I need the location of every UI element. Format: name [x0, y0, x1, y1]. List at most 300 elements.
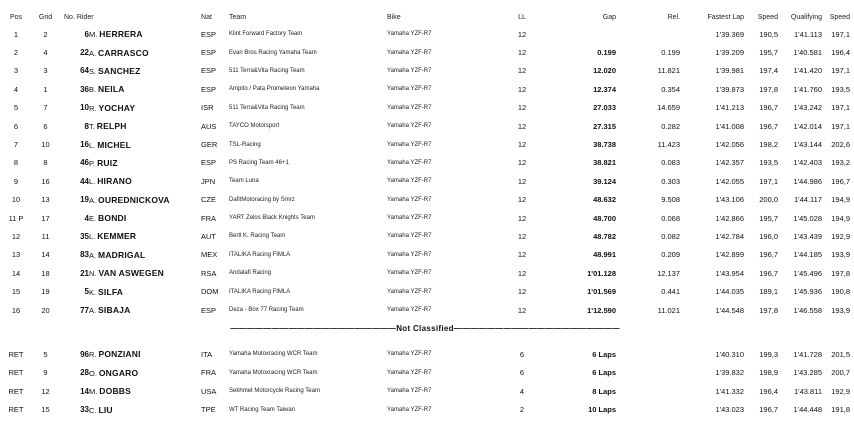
- header-qualifying: Qualifying: [790, 13, 823, 21]
- cell-gap: 12.374: [593, 84, 617, 94]
- cell-fastest-lap: 1'43.106: [715, 195, 745, 205]
- cell-gap: 38.738: [593, 140, 617, 150]
- rider-surname: RELPH: [96, 121, 127, 132]
- cell-ll: 12: [517, 231, 527, 241]
- not-classified-label: ————————————————————Not Classified————————————————————: [230, 323, 620, 333]
- rider-initial: R.: [89, 103, 97, 113]
- cell-fastest-lap: 1'42.899: [715, 250, 745, 260]
- cell-number: 8: [84, 121, 89, 131]
- cell-qualifying-speed: 202,6: [831, 140, 851, 150]
- cell-rider: [89, 345, 201, 363]
- cell-qualifying-speed: 194,9: [831, 213, 851, 223]
- cell-ll: 12: [517, 158, 527, 168]
- cell-fastest-lap: 1'39.873: [715, 84, 745, 94]
- cell-rider: [89, 382, 201, 400]
- cell-speed: 200,0: [759, 195, 779, 205]
- cell-rider: [89, 246, 201, 264]
- header-team: Team: [229, 13, 247, 21]
- cell-ll: 12: [517, 250, 527, 260]
- cell-qualifying: 1'43.811: [794, 386, 823, 396]
- table-row: [0, 209, 850, 227]
- cell-nat: CZE: [201, 195, 217, 205]
- cell-qualifying: 1'45.936: [793, 287, 823, 297]
- cell-fastest-lap: 1'39.369: [715, 29, 745, 39]
- rider-surname: KEMMER: [97, 231, 137, 242]
- cell-fastest-lap: 1'42.055: [715, 176, 745, 186]
- rider-surname: MADRIGAL: [98, 249, 146, 260]
- cell-nat: MEX: [201, 250, 218, 260]
- cell-grid: 9: [43, 368, 48, 378]
- cell-fastest-lap: 1'40.310: [715, 349, 745, 359]
- cell-qualifying: 1'42.014: [793, 121, 823, 131]
- cell-fastest-lap: 1'39.832: [715, 368, 745, 378]
- cell-bike: Yamaha YZF-R7: [387, 178, 432, 185]
- rider-initial: M.: [89, 387, 98, 397]
- cell-fastest-lap: 1'41.213: [715, 103, 745, 113]
- rider-surname: LIU: [98, 404, 113, 415]
- table-row: [0, 246, 850, 264]
- cell-fastest-lap: 1'42.357: [715, 158, 745, 168]
- cell-rel: 0.068: [661, 213, 681, 223]
- cell-speed: 197,4: [759, 66, 779, 76]
- cell-nat: ESP: [201, 66, 217, 76]
- cell-fastest-lap: 1'42.784: [715, 231, 745, 241]
- table-row: [0, 400, 850, 418]
- rider-initial: A.: [89, 195, 97, 205]
- cell-qualifying: 1'42.403: [793, 158, 823, 168]
- header-nat: Nat: [201, 13, 212, 21]
- cell-qualifying-speed: 196,4: [831, 48, 851, 58]
- cell-nat: USA: [201, 386, 217, 396]
- cell-fastest-lap: 1'41.008: [715, 121, 745, 131]
- rider-surname: BONDI: [98, 213, 127, 224]
- cell-qualifying-speed: 197,1: [831, 103, 851, 113]
- cell-rel: 12.137: [657, 268, 681, 278]
- cell-nat: AUT: [201, 231, 217, 241]
- cell-speed: 189,1: [759, 287, 779, 297]
- cell-ll: 12: [517, 176, 527, 186]
- cell-rel: 0.282: [661, 121, 681, 131]
- table-row: [0, 191, 850, 209]
- cell-qualifying: 1'41.760: [793, 84, 823, 94]
- cell-bike: Yamaha YZF-R7: [387, 251, 432, 258]
- rider-initial: O.: [89, 368, 97, 378]
- cell-pos: 3: [13, 66, 19, 76]
- cell-gap: 1'01.569: [587, 287, 617, 297]
- rider-initial: K.: [89, 287, 97, 297]
- cell-grid: 11: [41, 231, 50, 241]
- cell-ll: 2: [519, 405, 525, 415]
- cell-rider: [89, 209, 201, 227]
- cell-pos: RET: [8, 405, 24, 415]
- cell-grid: 3: [43, 66, 48, 76]
- cell-speed: 196,7: [759, 268, 779, 278]
- cell-speed: 196,7: [759, 121, 779, 131]
- table-row: [0, 25, 850, 43]
- cell-number: 36: [80, 84, 89, 94]
- rider-surname: SILFA: [98, 286, 124, 297]
- cell-qualifying-speed: 192,9: [831, 386, 851, 396]
- rider-initial: A.: [89, 306, 97, 316]
- table-row: [0, 282, 850, 300]
- cell-team: PS Racing Team 46+1: [229, 159, 289, 166]
- cell-team: Andalafi Racing: [229, 270, 272, 277]
- cell-grid: 5: [43, 349, 48, 359]
- cell-team: Team Luna: [229, 178, 259, 185]
- cell-gap: 1'12.590: [587, 305, 617, 315]
- cell-bike: Yamaha YZF-R7: [387, 159, 432, 166]
- cell-ll: 12: [517, 268, 527, 278]
- rider-surname: CARRASCO: [98, 47, 149, 58]
- cell-grid: 16: [41, 176, 50, 186]
- header-pos: Pos: [9, 13, 23, 21]
- cell-number: 19: [80, 195, 89, 205]
- cell-speed: 195,7: [759, 48, 779, 58]
- cell-qualifying: 1'45.028: [793, 213, 823, 223]
- cell-pos: 16: [11, 305, 21, 315]
- cell-team: Evan Bros Racing Yamaha Team: [229, 49, 317, 56]
- cell-rel: 9.508: [661, 195, 681, 205]
- table-row: [0, 80, 850, 98]
- cell-rel: 0.441: [661, 287, 681, 297]
- cell-qualifying: 1'41.113: [794, 29, 823, 39]
- rider-initial: S.: [89, 66, 97, 76]
- cell-team: Bertl K. Racing Team: [229, 233, 286, 240]
- cell-team: Yamaha Motoxracing WCR Team: [229, 351, 318, 358]
- cell-speed: 196,7: [759, 250, 779, 260]
- cell-fastest-lap: 1'44.548: [715, 305, 745, 315]
- cell-grid: 6: [43, 121, 48, 131]
- cell-ll: 12: [517, 121, 527, 131]
- cell-pos: 15: [11, 287, 21, 297]
- cell-speed: 197,8: [759, 84, 779, 94]
- cell-qualifying: 1'44.448: [793, 405, 823, 415]
- cell-nat: FRA: [201, 368, 217, 378]
- rider-initial: L.: [89, 232, 96, 242]
- cell-number: 77: [80, 305, 89, 315]
- cell-qualifying-speed: 193,9: [831, 305, 851, 315]
- cell-qualifying-speed: 197,1: [831, 66, 851, 76]
- cell-speed: 190,5: [759, 29, 779, 39]
- cell-bike: Yamaha YZF-R7: [387, 67, 432, 74]
- header-no-rider: No. Rider: [64, 13, 94, 21]
- cell-gap: 27.315: [593, 121, 617, 131]
- cell-number: 22: [80, 48, 89, 58]
- cell-qualifying-speed: 197,8: [831, 268, 851, 278]
- cell-qualifying-speed: 193,5: [831, 84, 851, 94]
- cell-team: ITALIKA Racing FIMLA: [229, 251, 291, 258]
- table-row: [0, 172, 850, 190]
- cell-gap: 6 Laps: [592, 368, 617, 378]
- cell-nat: ESP: [201, 84, 217, 94]
- rider-surname: SANCHEZ: [98, 65, 141, 76]
- cell-pos: 8: [13, 158, 19, 168]
- classified-rows: [0, 25, 850, 319]
- header-gap: Gap: [602, 13, 617, 21]
- cell-fastest-lap: 1'42.056: [715, 140, 745, 150]
- cell-pos: 11 P: [8, 213, 24, 223]
- header-rel: Rel.: [667, 13, 681, 21]
- cell-speed: 196,7: [759, 103, 779, 113]
- cell-gap: 1'01.128: [587, 268, 617, 278]
- cell-nat: RSA: [201, 268, 217, 278]
- cell-bike: Yamaha YZF-R7: [387, 307, 432, 314]
- cell-grid: 10: [41, 140, 50, 150]
- cell-gap: 6 Laps: [592, 349, 617, 359]
- cell-qualifying-speed: 190,8: [831, 287, 851, 297]
- cell-rel: [616, 382, 680, 400]
- cell-pos: RET: [8, 349, 24, 359]
- cell-gap: 27.033: [593, 103, 617, 113]
- cell-grid: 2: [43, 29, 48, 39]
- cell-qualifying-speed: 197,1: [831, 121, 851, 131]
- cell-team: WT Racing Team Taiwan: [229, 406, 296, 413]
- cell-rel: 0.209: [661, 250, 681, 260]
- cell-qualifying: 1'43.144: [793, 140, 823, 150]
- cell-pos: 12: [11, 231, 21, 241]
- cell-qualifying-speed: 191,8: [831, 405, 851, 415]
- cell-rider: [89, 25, 201, 43]
- cell-gap: [534, 25, 616, 43]
- cell-grid: 17: [41, 213, 50, 223]
- cell-qualifying: 1'44.986: [793, 176, 823, 186]
- cell-bike: Yamaha YZF-R7: [387, 49, 432, 56]
- cell-ll: 12: [517, 140, 527, 150]
- cell-bike: Yamaha YZF-R7: [387, 233, 432, 240]
- cell-rider: [89, 80, 201, 98]
- cell-grid: 14: [41, 250, 50, 260]
- table-row: [0, 154, 850, 172]
- table-row: [0, 301, 850, 319]
- cell-fastest-lap: 1'43.023: [715, 405, 745, 415]
- rider-surname: RUIZ: [97, 157, 118, 168]
- rider-initial: L.: [89, 140, 96, 150]
- header-speed: Speed: [757, 13, 779, 21]
- cell-speed: 199,3: [759, 349, 779, 359]
- cell-bike: Yamaha YZF-R7: [387, 141, 432, 148]
- cell-qualifying-speed: 201,5: [831, 349, 851, 359]
- rider-surname: ONGARO: [98, 367, 139, 378]
- cell-qualifying-speed: 193,9: [831, 250, 851, 260]
- cell-ll: 12: [517, 103, 527, 113]
- cell-team: Yamaha Motoxracing WCR Team: [229, 369, 318, 376]
- rider-surname: MICHEL: [97, 139, 131, 150]
- cell-number: 21: [80, 268, 89, 278]
- cell-gap: 48.991: [593, 250, 617, 260]
- cell-nat: ESP: [201, 305, 217, 315]
- cell-nat: DOM: [201, 287, 219, 297]
- cell-pos: 6: [13, 121, 19, 131]
- header-bike: Bike: [387, 13, 401, 21]
- cell-team: YART Zelos Black Knights Team: [229, 215, 315, 222]
- cell-qualifying: 1'44.117: [794, 195, 823, 205]
- cell-number: 33: [80, 405, 89, 415]
- table-row: [0, 135, 850, 153]
- cell-bike: Yamaha YZF-R7: [387, 270, 432, 277]
- rider-surname: HIRANO: [97, 176, 132, 187]
- cell-gap: 48.700: [593, 213, 617, 223]
- cell-ll: 12: [517, 213, 527, 223]
- cell-rel: 0.083: [661, 158, 681, 168]
- cell-team: DafitMotoracing by Smrz: [229, 196, 295, 203]
- cell-bike: Yamaha YZF-R7: [387, 123, 432, 130]
- cell-team: Deza - Box 77 Racing Team: [229, 307, 304, 314]
- cell-nat: ITA: [201, 349, 213, 359]
- cell-bike: Yamaha YZF-R7: [387, 196, 432, 203]
- table-row: [0, 117, 850, 135]
- cell-grid: 19: [41, 287, 50, 297]
- header-ll: LL: [518, 13, 526, 21]
- cell-rel: 0.082: [661, 231, 681, 241]
- cell-team: TAYCO Motorsport: [229, 123, 280, 130]
- cell-gap: 38.821: [593, 158, 617, 168]
- cell-rider: [89, 264, 201, 282]
- cell-ll: 12: [517, 305, 527, 315]
- cell-pos: 5: [13, 103, 19, 113]
- cell-pos: 7: [13, 140, 19, 150]
- cell-number: 4: [84, 213, 89, 223]
- cell-pos: 14: [11, 268, 21, 278]
- cell-grid: 15: [41, 405, 50, 415]
- cell-ll: 12: [517, 195, 527, 205]
- table-row: [0, 62, 850, 80]
- cell-qualifying-speed: 194,9: [831, 195, 851, 205]
- cell-team: 511 Terra&Vita Racing Team: [229, 104, 305, 111]
- cell-bike: Yamaha YZF-R7: [387, 31, 432, 38]
- cell-grid: 4: [43, 48, 48, 58]
- cell-grid: 8: [43, 158, 48, 168]
- table-row: [0, 227, 850, 245]
- cell-ll: 4: [519, 386, 525, 396]
- cell-qualifying: 1'44.185: [793, 250, 823, 260]
- rider-initial: N.: [89, 269, 97, 279]
- rider-initial: E.: [89, 214, 97, 224]
- cell-pos: RET: [8, 368, 24, 378]
- table-row: [0, 43, 850, 61]
- cell-grid: 7: [43, 103, 48, 113]
- cell-rel: [616, 25, 680, 43]
- header-speed-qualifying: Speed: [829, 13, 851, 21]
- cell-rel: 11.821: [657, 66, 681, 76]
- cell-gap: 48.782: [593, 231, 617, 241]
- cell-ll: 12: [517, 48, 527, 58]
- cell-bike: Yamaha YZF-R7: [387, 406, 432, 413]
- rider-surname: SIBAJA: [98, 305, 131, 316]
- rider-initial: M.: [89, 30, 98, 40]
- table-row: [0, 364, 850, 382]
- cell-qualifying-speed: 192,9: [831, 231, 851, 241]
- cell-ll: 12: [517, 29, 527, 39]
- cell-speed: 197,8: [759, 305, 779, 315]
- not-classified-section: [0, 319, 850, 345]
- cell-number: 16: [80, 140, 89, 150]
- cell-team: Klint Forward Factory Team: [229, 31, 303, 38]
- cell-rider: [89, 400, 201, 418]
- cell-speed: 197,1: [759, 176, 779, 186]
- cell-rel: [616, 345, 680, 363]
- cell-speed: 196,4: [759, 386, 779, 396]
- rider-surname: DOBBS: [99, 386, 131, 397]
- cell-qualifying: 1'43.439: [793, 231, 823, 241]
- rider-initial: A.: [89, 48, 97, 58]
- cell-number: 28: [80, 368, 89, 378]
- cell-qualifying-speed: 196,7: [831, 176, 851, 186]
- cell-rider: [89, 99, 201, 117]
- cell-team: ITALIKA Racing FIMLA: [229, 288, 291, 295]
- cell-team: Sekhmet Motorcycle Racing Team: [229, 388, 320, 395]
- cell-nat: ISR: [201, 103, 214, 113]
- cell-rel: [616, 364, 680, 382]
- cell-qualifying-speed: 197,1: [831, 29, 851, 39]
- cell-number: 64: [80, 66, 89, 76]
- cell-number: 44: [80, 176, 89, 186]
- cell-rider: [89, 62, 201, 80]
- cell-gap: 12.020: [593, 66, 617, 76]
- cell-ll: 12: [517, 66, 527, 76]
- cell-team: TSL-Racing: [229, 141, 261, 148]
- cell-number: 96: [80, 349, 89, 359]
- rider-surname: OUREDNICKOVA: [98, 194, 170, 205]
- cell-rider: [89, 191, 201, 209]
- cell-gap: 10 Laps: [588, 405, 617, 415]
- cell-ll: 6: [519, 349, 525, 359]
- cell-speed: 193,5: [759, 158, 779, 168]
- cell-nat: ESP: [201, 29, 217, 39]
- cell-bike: Yamaha YZF-R7: [387, 388, 432, 395]
- cell-fastest-lap: 1'39.981: [715, 66, 745, 76]
- cell-bike: Yamaha YZF-R7: [387, 351, 432, 358]
- cell-grid: 12: [41, 386, 50, 396]
- cell-rel: 14.659: [657, 103, 681, 113]
- cell-fastest-lap: 1'42.866: [715, 213, 745, 223]
- table-row: [0, 345, 850, 363]
- cell-bike: Yamaha YZF-R7: [387, 369, 432, 376]
- cell-number: 83: [80, 250, 89, 260]
- cell-gap: 8 Laps: [592, 386, 617, 396]
- cell-qualifying: 1'41.728: [793, 349, 823, 359]
- cell-speed: 198,2: [759, 140, 779, 150]
- cell-bike: Yamaha YZF-R7: [387, 86, 432, 93]
- rider-initial: A.: [89, 250, 97, 260]
- cell-rel: 0.199: [661, 48, 681, 58]
- cell-rider: [89, 301, 201, 319]
- cell-fastest-lap: 1'43.954: [715, 268, 745, 278]
- cell-rider: [89, 135, 201, 153]
- cell-grid: 18: [41, 268, 50, 278]
- cell-fastest-lap: 1'39.209: [715, 48, 745, 58]
- cell-grid: 13: [41, 195, 50, 205]
- cell-bike: Yamaha YZF-R7: [387, 215, 432, 222]
- table-row: [0, 264, 850, 282]
- cell-rel: 0.303: [661, 176, 681, 186]
- cell-qualifying-speed: 200,7: [831, 368, 851, 378]
- cell-rider: [89, 364, 201, 382]
- rider-initial: C.: [89, 405, 97, 415]
- not-classified-divider: [0, 319, 850, 337]
- cell-gap: 0.199: [597, 48, 617, 58]
- cell-number: 10: [80, 103, 89, 113]
- cell-rider: [89, 154, 201, 172]
- cell-bike: Yamaha YZF-R7: [387, 288, 432, 295]
- header-row: [0, 9, 850, 25]
- cell-pos: 9: [13, 176, 19, 186]
- cell-gap: 39.124: [593, 176, 617, 186]
- cell-team: Ampito / Pata Prometeon Yamaha: [229, 86, 320, 93]
- header-fastest-lap: Fastest Lap: [707, 13, 745, 21]
- cell-qualifying: 1'45.496: [793, 268, 823, 278]
- cell-pos: 1: [13, 29, 19, 39]
- cell-pos: 10: [11, 195, 21, 205]
